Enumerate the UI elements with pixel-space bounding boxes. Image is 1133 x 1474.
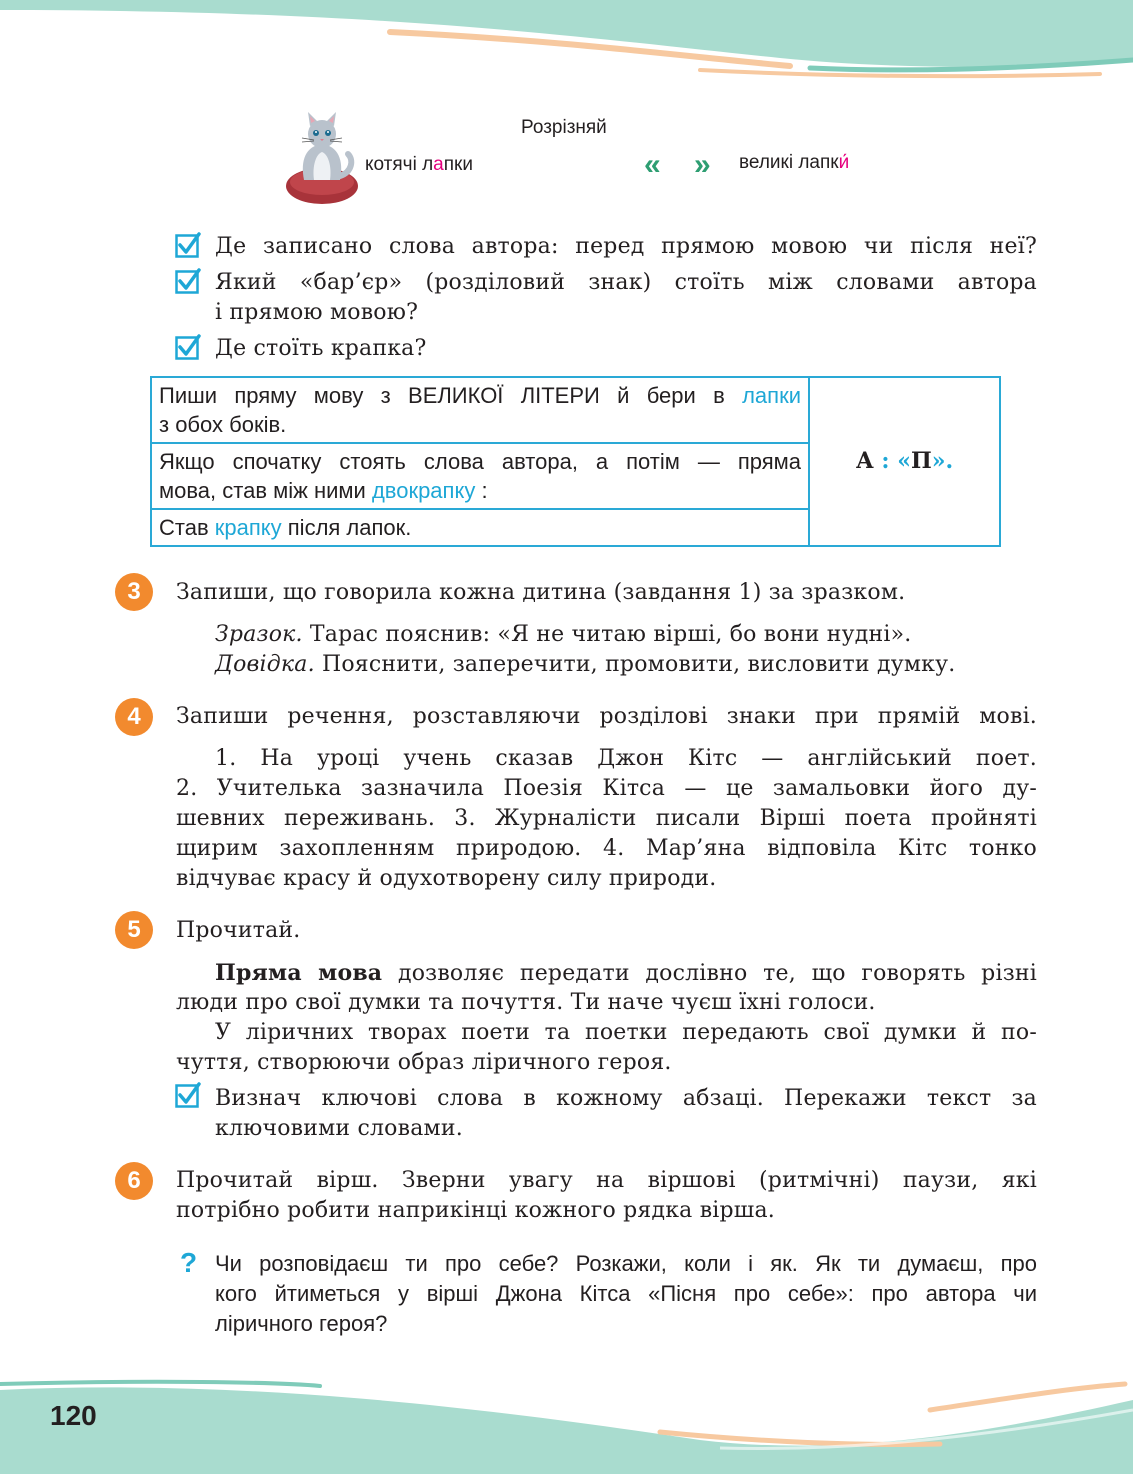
task-6-question-line-3: ліричного героя?: [215, 1311, 388, 1336]
checkbox-icon: [175, 232, 201, 258]
rule-1-line-2: з обох боків.: [159, 412, 287, 437]
top-decoration: [0, 0, 1133, 90]
rule-3-text-c: після лапок.: [281, 515, 412, 540]
rule-2-text-b: мова, став між ними: [159, 478, 372, 503]
rule-cell-1: [151, 377, 809, 443]
rule-3-text-a: Став: [159, 515, 215, 540]
task-3-hint-label: Довідка.: [215, 652, 315, 677]
big-quotes-accent: и́: [838, 152, 850, 173]
task-4-line-4: щирим захопленням природою. 4. Мар’яна відповіла Кітс тонко: [176, 836, 1037, 861]
task-5-check-line-2: ключовими словами.: [215, 1116, 463, 1141]
checkbox-icon: [175, 1082, 201, 1108]
task-6-number-badge: 6: [115, 1162, 153, 1200]
checkbox-icon: [175, 268, 201, 294]
task-6-line-2: потрібно робити наприкінці кожного рядка вірша.: [176, 1198, 775, 1223]
task-3-hint: [215, 650, 1037, 680]
formula-close-quote: ».: [931, 448, 954, 474]
task-5-number-badge: 5: [115, 911, 153, 949]
big-quotes-pre: великі лапк: [739, 152, 839, 173]
formula-cell: [809, 377, 1000, 546]
cat-quotes-pre: котячі л: [365, 154, 434, 175]
formula-author: А: [855, 448, 874, 474]
rule-1-text-b: лапки: [742, 383, 801, 408]
task-6-question-line-2: кого йтиметься у вірші Джона Кітса «Пісня про себе»: про автора чи: [215, 1281, 1037, 1306]
rule-2-line-1: Якщо спочатку стоять слова автора, а потім — пряма: [159, 449, 801, 474]
question-2-line-1: Який «бар’єр» (розділовий знак) стоїть між словами автора: [215, 270, 1037, 295]
task-4-line-3: шевних переживань. 3. Журналісти писали Вірші поета пройняті: [176, 806, 1037, 831]
formula-colon: :: [873, 448, 898, 474]
bottom-decoration: [0, 1370, 1133, 1474]
checkbox-icon: [175, 334, 201, 360]
task-5-line-2: люди про свої думки та почуття. Ти наче чуєш їхні голоси.: [176, 990, 876, 1015]
open-quote-glyph: «: [644, 148, 661, 181]
task-3-text: Запиши, що говорила кожна дитина (завдання 1) за зразком.: [176, 580, 906, 605]
rule-2-line-2: [159, 476, 801, 505]
task-4-line-1: 1. На уроці учень сказав Джон Кітс — англійський поет.: [215, 746, 1037, 771]
rule-1-text-a: Пиши пряму мову з ВЕЛИКОЇ ЛІТЕРИ й бери в: [159, 383, 743, 408]
task-3-sample-text: Тарас пояснив: «Я не читаю вірші, бо вони нудні».: [302, 622, 912, 647]
cat-quotes-accent: а: [433, 154, 444, 175]
question-mark-icon: ?: [180, 1247, 198, 1278]
task-5-line-4: чуття, створюючи образ ліричного героя.: [176, 1050, 672, 1075]
cat-illustration: [282, 110, 362, 210]
task-4-number-badge: 4: [115, 698, 153, 736]
task-6-line-1: Прочитай вірш. Зверни увагу на віршові (ритмічні) паузи, які: [176, 1168, 1037, 1193]
task-5-line-3: У ліричних творах поети та поетки передають свої думки й по-: [215, 1020, 1037, 1045]
page-number: 120: [50, 1400, 97, 1431]
rule-cell-3: [151, 509, 809, 546]
task-5-line-1: [215, 958, 1037, 989]
task-5-check-line-1: Визнач ключові слова в кожному абзаці. Перекажи текст за: [215, 1086, 1037, 1111]
distinguish-label: Розрізняй: [521, 117, 607, 138]
task-5-line-1-rest: дозволяє передати дослівно те, що говорять різні: [382, 961, 1037, 986]
task-4-line-5: відчуває красу й одухотворену силу природи.: [176, 866, 717, 891]
cat-quotes-post: пки: [443, 154, 473, 175]
task-4-line-2: 2. Учителька зазначила Поезія Кітса — це замальовки його ду-: [176, 776, 1037, 801]
task-3-sample-label: Зразок.: [215, 622, 303, 647]
rules-table: [150, 376, 1001, 547]
rule-2-text-c: двокрапку: [371, 478, 476, 503]
question-3: Де стоїть крапка?: [215, 336, 427, 361]
formula-open-quote: «: [897, 448, 911, 474]
cat-quotes-label: [365, 153, 473, 177]
task-5-text: Прочитай.: [176, 918, 301, 943]
question-2-line-2: і прямою мовою?: [215, 300, 419, 325]
task-3-sample: [215, 620, 1037, 650]
rule-3-text-b: крапку: [214, 515, 282, 540]
task-5-bold-term: Пряма мова: [215, 960, 383, 986]
big-quotes-label: [739, 151, 849, 175]
rule-2-text-d: :: [475, 478, 488, 503]
task-3-number-badge: 3: [115, 573, 153, 611]
task-4-text: Запиши речення, розставляючи розділові знаки при прямій мові.: [176, 704, 1037, 729]
rule-1-line-1: [159, 381, 801, 410]
formula-speech: П: [910, 448, 932, 474]
question-1: Де записано слова автора: перед прямою мовою чи після неї?: [215, 234, 1037, 259]
task-3-hint-text: Пояснити, заперечити, промовити, висловити думку.: [314, 652, 956, 677]
close-quote-glyph: »: [694, 148, 711, 181]
task-6-question-line-1: Чи розповідаєш ти про себе? Розкажи, коли і як. Як ти думаєш, про: [215, 1251, 1037, 1276]
rule-cell-2: [151, 443, 809, 509]
